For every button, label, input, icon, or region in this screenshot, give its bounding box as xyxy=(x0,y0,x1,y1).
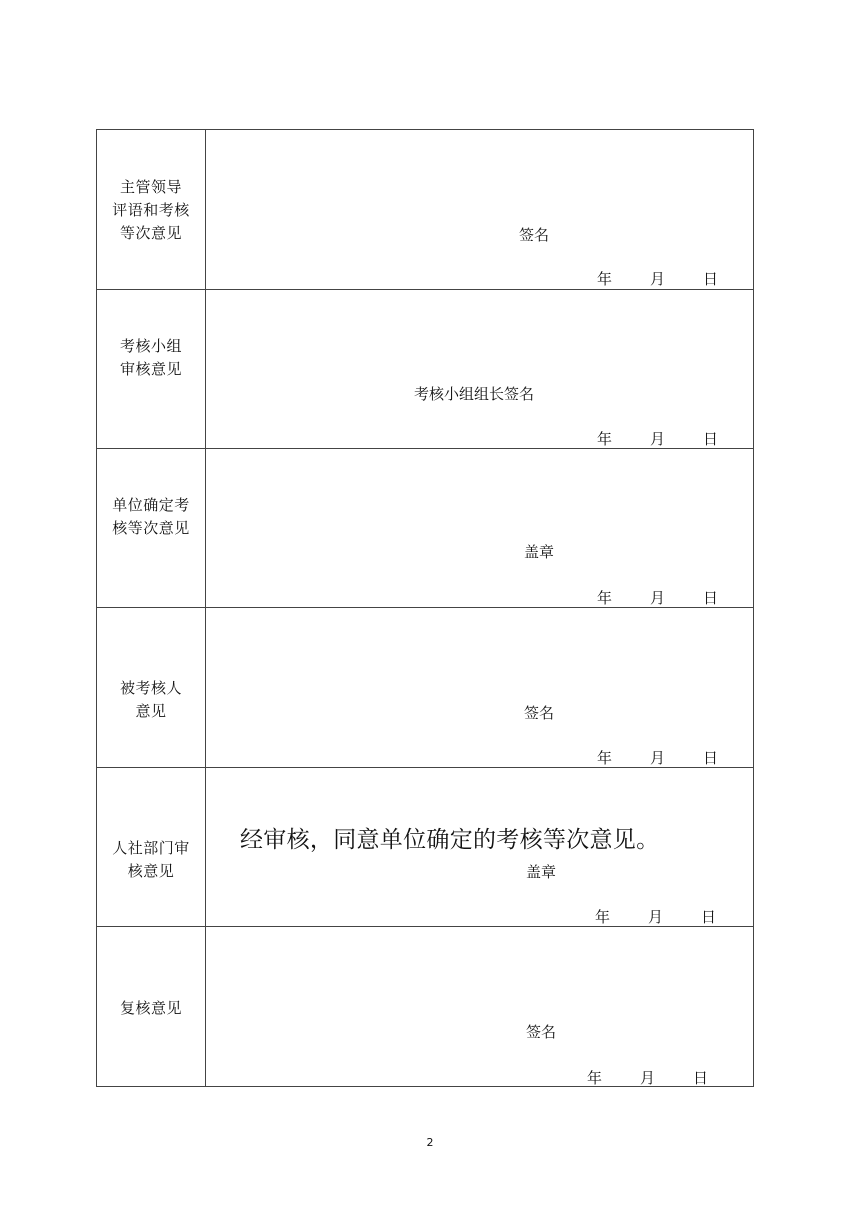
row-label-cell xyxy=(97,130,206,290)
date-month-label: 月 xyxy=(640,1069,656,1087)
opinion-field[interactable] xyxy=(206,768,754,927)
signature-label: 签名 xyxy=(524,704,555,722)
opinion-field[interactable] xyxy=(206,290,754,449)
row-label: 主管领导 评语和考核 等次意见 xyxy=(112,178,190,242)
row-label: 被考核人 意见 xyxy=(119,679,182,720)
row-label: 单位确定考 核等次意见 xyxy=(112,496,190,537)
date-year-label: 年 xyxy=(597,749,613,767)
row-label-cell xyxy=(97,608,206,768)
page-number: 2 xyxy=(426,1136,434,1149)
date-year-label: 年 xyxy=(597,589,613,607)
seal-label: 盖章 xyxy=(526,863,557,881)
signature-label: 签名 xyxy=(519,226,550,244)
date-year-label: 年 xyxy=(597,270,613,288)
date-day-label: 日 xyxy=(703,430,719,448)
signature-label: 签名 xyxy=(526,1023,557,1041)
row-label-cell xyxy=(97,449,206,608)
opinion-field[interactable] xyxy=(206,130,754,290)
seal-label: 盖章 xyxy=(524,543,555,561)
row-label: 考核小组 审核意见 xyxy=(119,337,182,378)
date-month-label: 月 xyxy=(648,908,664,926)
table-row-leader-opinion xyxy=(97,130,754,290)
date-day-label: 日 xyxy=(693,1069,709,1087)
row-label: 复核意见 xyxy=(119,999,182,1017)
date-year-label: 年 xyxy=(595,908,611,926)
date-day-label: 日 xyxy=(701,908,717,926)
date-year-label: 年 xyxy=(587,1069,603,1087)
row-label-cell xyxy=(97,768,206,927)
row-label: 人社部门审 核意见 xyxy=(112,839,190,880)
assessment-opinion-table xyxy=(96,129,754,1087)
row-label-cell xyxy=(97,290,206,449)
date-day-label: 日 xyxy=(703,270,719,288)
date-day-label: 日 xyxy=(703,589,719,607)
opinion-text: 经审核，同意单位确定的考核等次意见。 xyxy=(240,827,660,853)
date-month-label: 月 xyxy=(650,589,666,607)
date-year-label: 年 xyxy=(597,430,613,448)
date-month-label: 月 xyxy=(650,749,666,767)
table-row-hr-review xyxy=(97,768,754,927)
table-row-unit-grade xyxy=(97,449,754,608)
signature-label: 考核小组组长签名 xyxy=(414,385,535,403)
date-day-label: 日 xyxy=(703,749,719,767)
table-row-assessee-opinion xyxy=(97,608,754,768)
date-month-label: 月 xyxy=(650,430,666,448)
opinion-field[interactable] xyxy=(206,608,754,768)
opinion-field[interactable] xyxy=(206,927,754,1087)
date-month-label: 月 xyxy=(650,270,666,288)
opinion-field[interactable] xyxy=(206,449,754,608)
table-row-group-review xyxy=(97,290,754,449)
table-row-recheck-opinion xyxy=(97,927,754,1087)
row-label-cell xyxy=(97,927,206,1087)
